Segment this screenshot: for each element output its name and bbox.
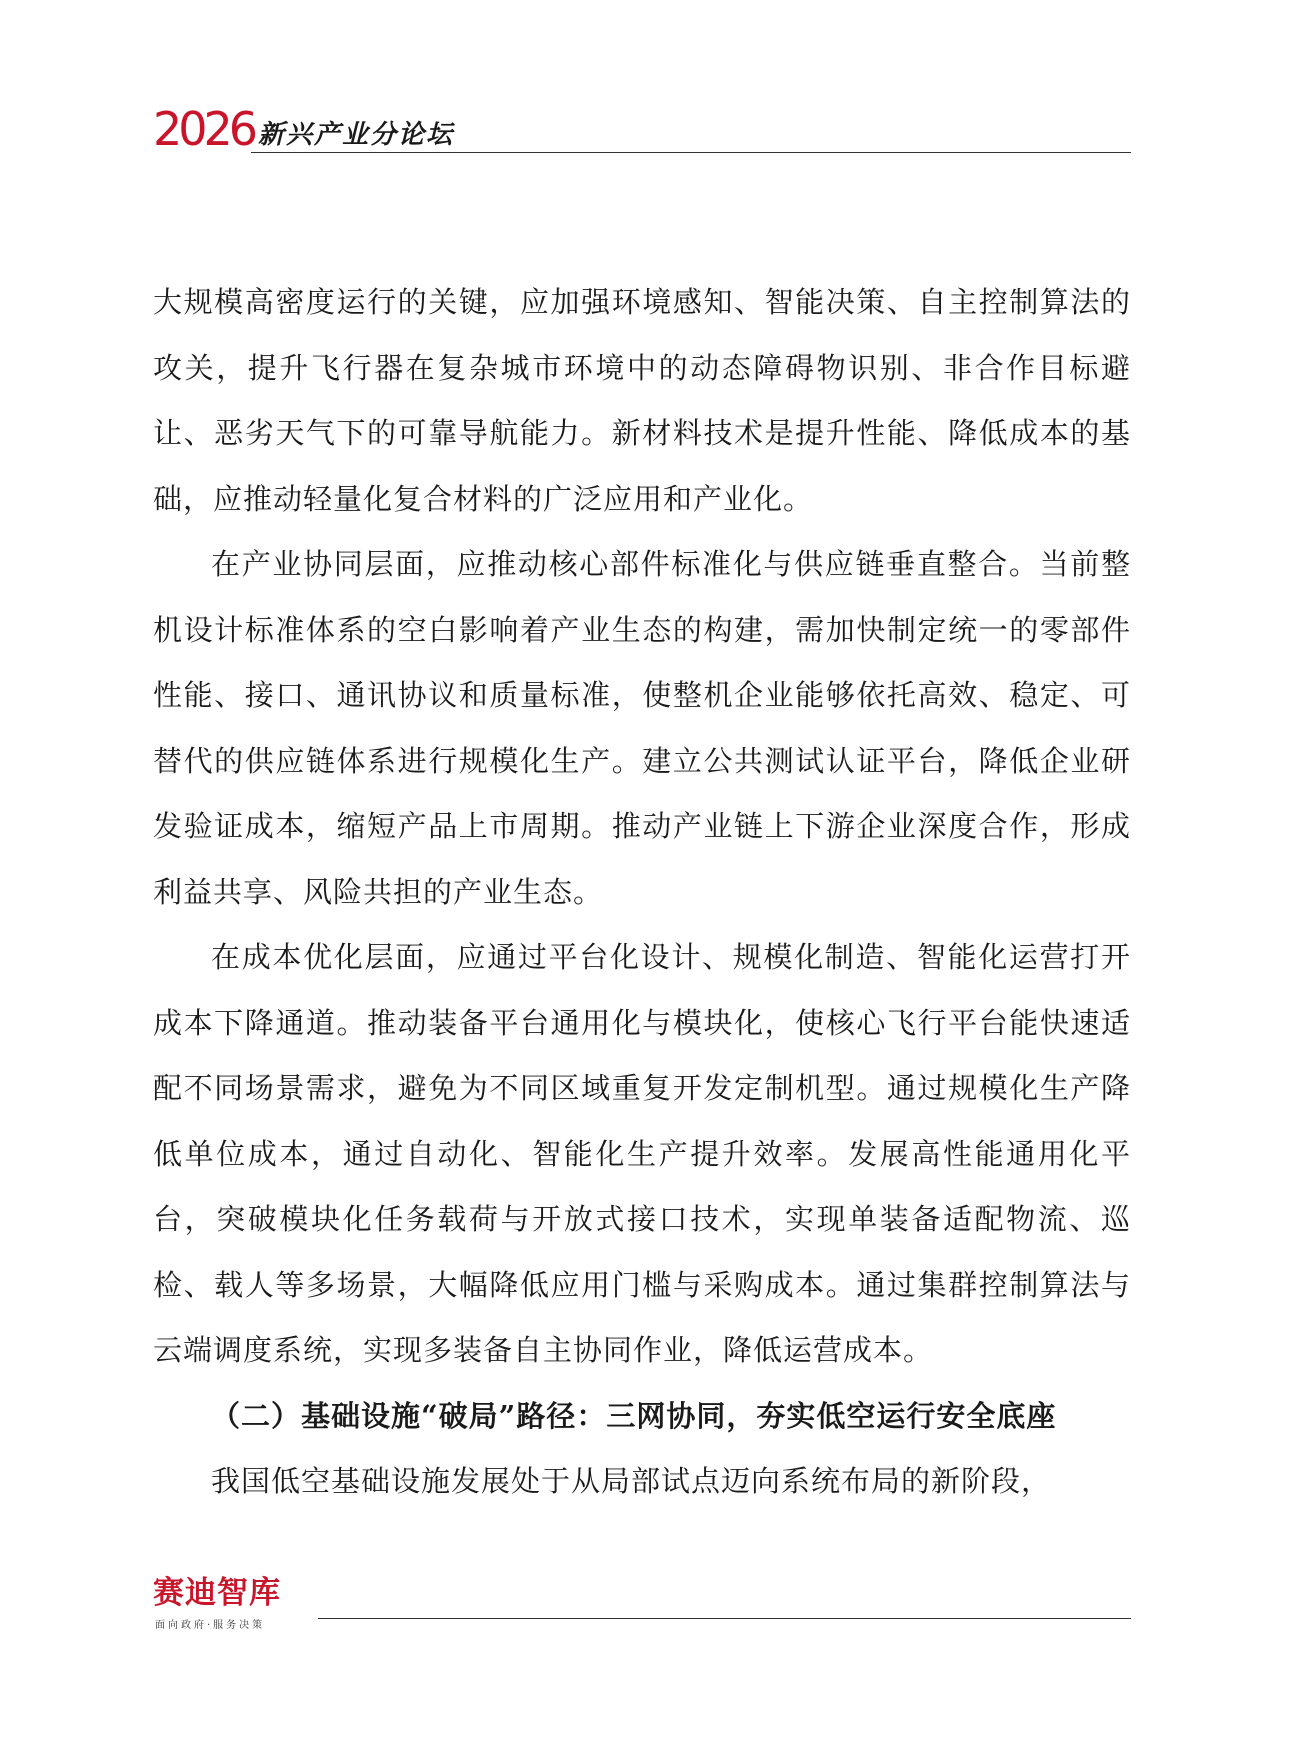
forum-title: 新兴产业分论坛 (258, 120, 455, 150)
footer-divider (318, 1618, 1131, 1619)
brand-slogan: 面向政府·服务决策 (155, 1620, 266, 1631)
paragraph-2: 在产业协同层面，应推动核心部件标准化与供应链垂直整合。当前整机设计标准体系的空白影响着产业生态的构建，需加快制定统一的零部件性能、接口、通讯协议和质量标准，使整机企业能够依托高效、稳定、可替代的供应链体系进行规模化生产。建立公共测试认证平台，降低企业研发验证成本，缩短产品上市周期。推动产业链上下游企业深度合作，形成利益共享、风险共担的产业生态。 (153, 547, 1131, 909)
paragraph-1: 大规模高密度运行的关键，应加强环境感知、智能决策、自主控制算法的攻关，提升飞行器在复杂城市环境中的动态障碍物识别、非合作目标避让、恶劣天气下的可靠导航能力。新材料技术是提升性能、降低成本的基础，应推动轻量化复合材料的广泛应用和产业化。 (153, 285, 1131, 516)
page-header (153, 100, 1131, 180)
paragraph-4: 我国低空基础设施发展处于从局部试点迈向系统布局的新阶段， (211, 1464, 1052, 1498)
section-subheading: （二）基础设施“破局”路径：三网协同，夯实低空运行安全底座 (211, 1398, 1057, 1433)
year-logo: 2026 (153, 102, 255, 156)
header-divider (251, 152, 1131, 153)
paragraph-3: 在成本优化层面，应通过平台化设计、规模化制造、智能化运营打开成本下降通道。推动装备平台通用化与模块化，使核心飞行平台能快速适配不同场景需求，避免为不同区域重复开发定制机型。通过规模化生产降低单位成本，通过自动化、智能化生产提升效率。发展高性能通用化平台，突破模块化任务载荷与开放式接口技术，实现单装备适配物流、巡检、载人等多场景，大幅降低应用门槛与采购成本。通过集群控制算法与云端调度系统，实现多装备自主协同作业，降低运营成本。 (153, 940, 1131, 1367)
page-footer (153, 1575, 1131, 1638)
document-body (153, 270, 1131, 1515)
brand-logo: 赛迪智库 (153, 1575, 281, 1611)
